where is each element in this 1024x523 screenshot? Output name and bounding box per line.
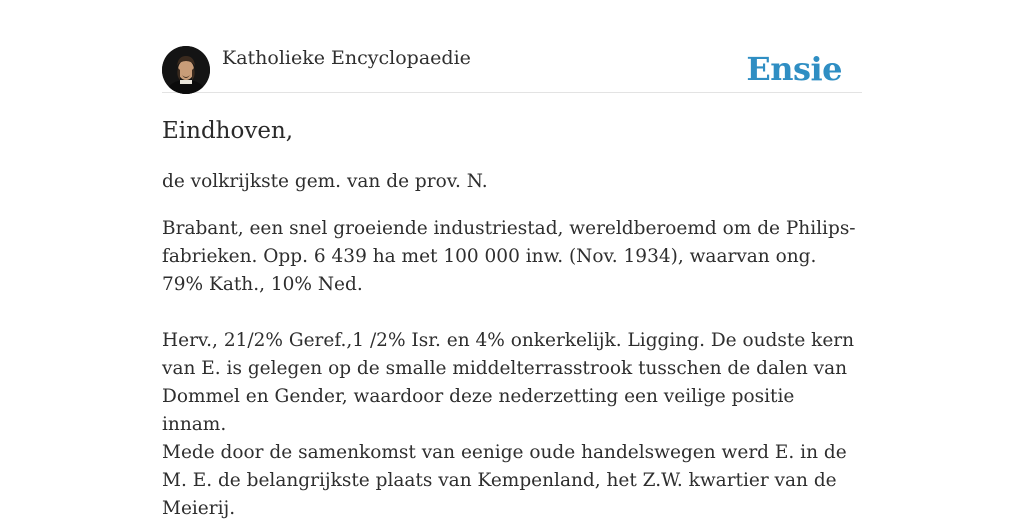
brand-logo[interactable]: Ensie [746, 50, 842, 88]
portrait-icon [162, 46, 210, 94]
avatar[interactable] [162, 46, 210, 94]
paragraph: Mede door de samenkomst van eenige oude handelswegen werd E. in de M. E. de belangrijkste plaats van Kempenland, het Z.W. kwartier van de Meierij. [162, 442, 847, 519]
entry-title: Eindhoven, [162, 118, 294, 144]
article-page [162, 0, 862, 519]
paragraph: Herv., 21/2% Geref.,1 /2% Isr. en 4% onkerkelijk. Ligging. De oudste kern van E. is gelegen op de smalle middelterrasstrook tusschen de dalen van Dommel en Gender, waardoor deze nederzetting een veilige positie innam. [162, 330, 855, 435]
paragraph: Brabant, een snel groeiende industriestad, wereldberoemd om de Philips-fabrieken. Opp. 6 439 ha met 100 000 inw. (Nov. 1934), waarvan ong. 79% Kath., 10% Ned. [162, 218, 856, 295]
paragraph: de volkrijkste gem. van de prov. N. [162, 171, 488, 192]
source-title[interactable]: Katholieke Encyclopaedie [222, 47, 471, 69]
header [162, 0, 862, 93]
